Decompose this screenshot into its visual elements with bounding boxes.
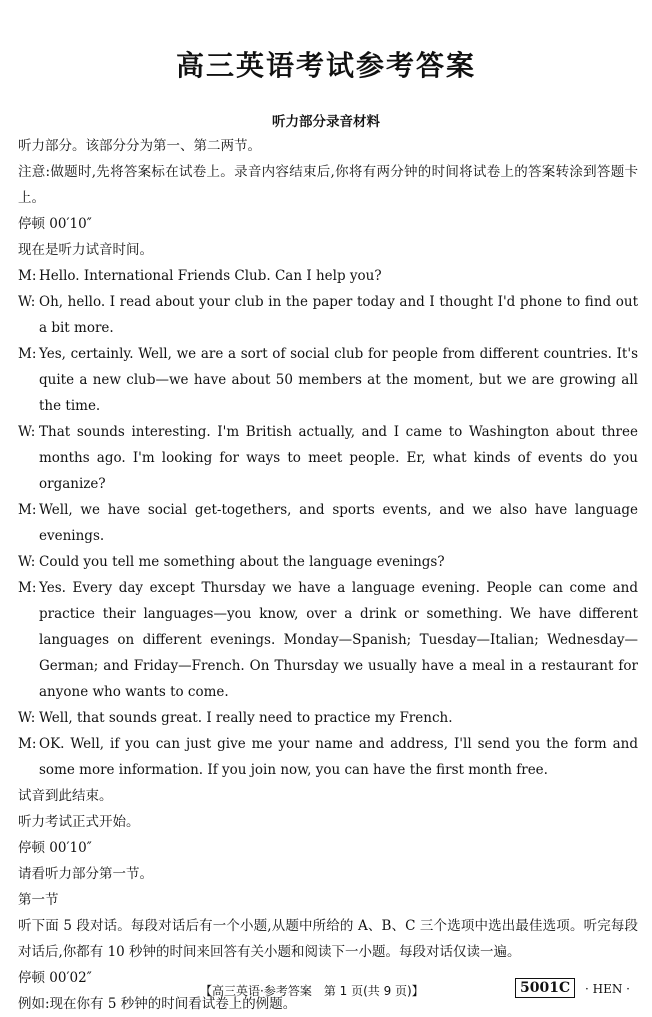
document-title: 高三英语考试参考答案 <box>175 49 476 82</box>
speaker-label: W: <box>18 294 36 310</box>
notice-line: 注意:做题时,先将答案标在试卷上。录音内容结束后,你将有两分钟的时间将试卷上的答案转涂到答题卡上。 <box>18 164 638 206</box>
dialogue-line <box>18 575 638 705</box>
speaker-label: M: <box>18 580 37 596</box>
pause-line: 停顿 00′10″ <box>18 216 92 232</box>
dialogue-line <box>18 705 638 731</box>
dialogue-line <box>18 289 638 341</box>
example-line: 例如:现在你有 5 秒钟的时间看试卷上的例题。 <box>18 996 297 1012</box>
speaker-text: Could you tell me something about the language evenings? <box>39 554 445 570</box>
section-one-directions: 听下面 5 段对话。每段对话后有一个小题,从题中所给的 A、B、C 三个选项中选出最佳选项。听完每段对话后,你都有 10 秒钟的时间来回答有关小题和阅读下一小题。每段对话仅读一遍。 <box>18 918 638 960</box>
speaker-text: Well, we have social get-togethers, and sports events, and we also have language evenings. <box>39 502 638 544</box>
speaker-label: W: <box>18 554 36 570</box>
speaker-text: Oh, hello. I read about your club in the paper today and I thought I'd phone to find out a bit more. <box>39 294 638 336</box>
section-one-instruction: 请看听力部分第一节。 <box>18 866 153 882</box>
dialogue-line <box>18 341 638 419</box>
speaker-text: OK. Well, if you can just give me your name and address, I'll send you the form and some more information. If you join now, you can have the first month free. <box>39 736 638 778</box>
page-footer <box>0 976 652 1002</box>
speaker-label: W: <box>18 710 36 726</box>
exam-start-line: 听力考试正式开始。 <box>18 814 140 830</box>
exam-code-box: 5001C <box>515 978 575 998</box>
series-code: · HEN · <box>585 982 630 996</box>
pause-line: 停顿 00′10″ <box>18 840 92 856</box>
dialogue-line <box>18 497 638 549</box>
speaker-label: M: <box>18 502 37 518</box>
speaker-text: Hello. International Friends Club. Can I help you? <box>39 268 382 284</box>
speaker-text: That sounds interesting. I'm British actually, and I came to Washington about three months ago. I'm looking for ways to meet people. Er, what kinds of events do you organize? <box>39 424 638 492</box>
speaker-text: Yes, certainly. Well, we are a sort of social club for people from different countries. It's quite a new club—we have about 50 members at the moment, but we are growing all the time. <box>39 346 638 414</box>
footer-page-info: 【高三英语·参考答案 第 1 页(共 9 页)】 <box>200 984 424 998</box>
dialogue-line <box>18 263 638 289</box>
speaker-label: W: <box>18 424 36 440</box>
dialogue-line <box>18 731 638 783</box>
test-time-line: 现在是听力试音时间。 <box>18 242 153 258</box>
speaker-text: Well, that sounds great. I really need to practice my French. <box>39 710 453 726</box>
dialogue-line <box>18 549 638 575</box>
speaker-label: M: <box>18 736 37 752</box>
transcript-body <box>18 133 638 1017</box>
speaker-label: M: <box>18 346 37 362</box>
dialogue-line <box>18 419 638 497</box>
pause-line: 停顿 00′02″ <box>18 970 92 986</box>
test-end-line: 试音到此结束。 <box>18 788 113 804</box>
speaker-label: M: <box>18 268 37 284</box>
speaker-text: Yes. Every day except Thursday we have a language evening. People can come and practice their languages—you know, over a drink or something. We have different languages on different evenings. Monday—Spanish; Tuesday—Italian; Wednesday—German; and Friday—French. On Thursday we usually have a meal in a restaurant for anyone who wants to come. <box>39 580 638 700</box>
section-subtitle: 听力部分录音材料 <box>272 114 380 130</box>
section-one-heading: 第一节 <box>18 892 59 908</box>
intro-line: 听力部分。该部分分为第一、第二两节。 <box>18 138 261 154</box>
